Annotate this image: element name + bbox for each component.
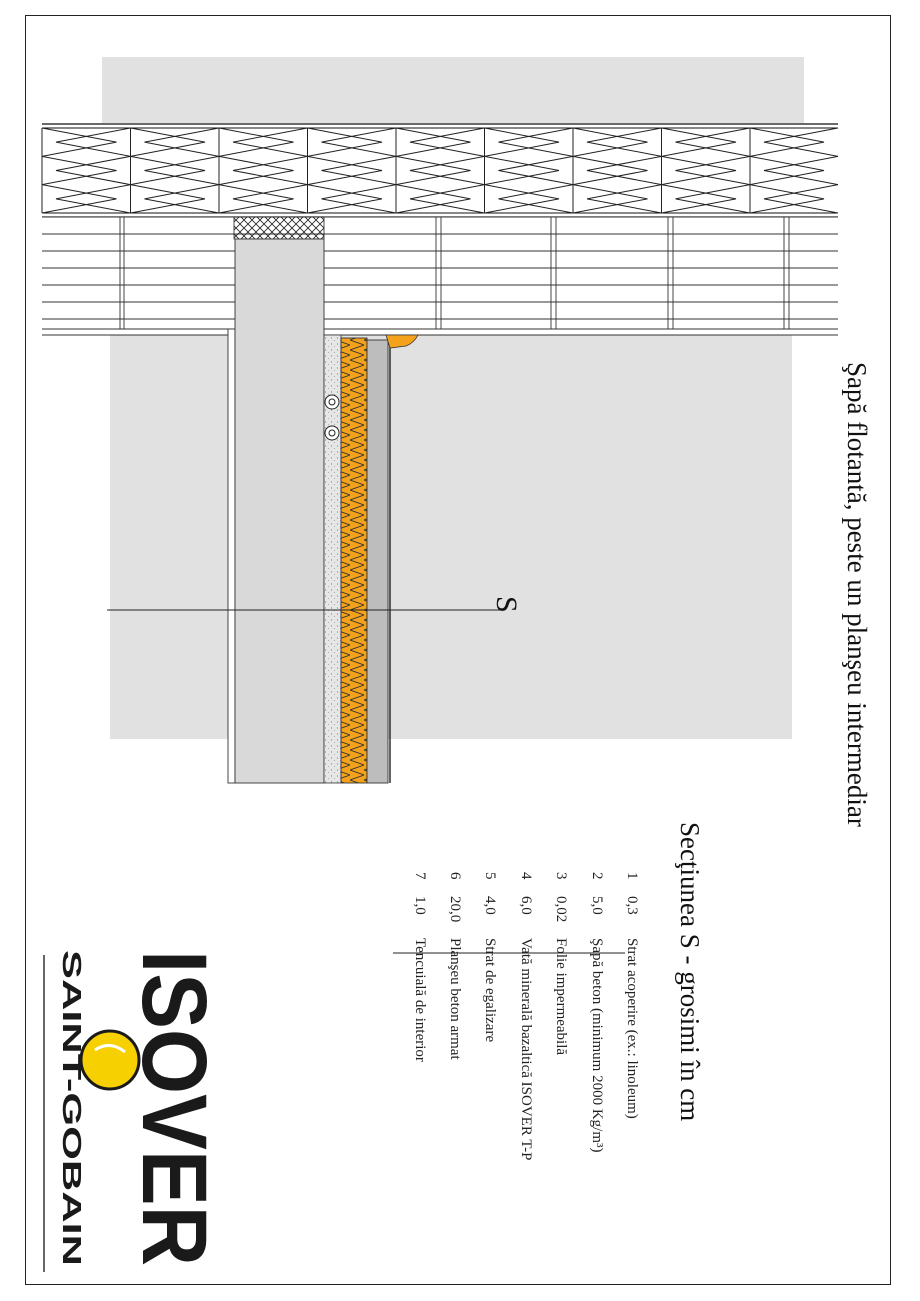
upper-grey-zone: [102, 57, 804, 123]
concrete-slab: [235, 239, 324, 783]
legend-description: Folie impermeabilă: [553, 938, 569, 1056]
legend-row: [517, 872, 534, 1160]
legend-description: Strat acoperire (ex.: linoleum): [624, 938, 640, 1119]
legend-description: Tencuială de interior: [412, 938, 428, 1062]
legend-row: [588, 872, 605, 1152]
legend-num: 2: [589, 872, 605, 880]
lower-grey-zone: [110, 335, 792, 739]
legend-row: [446, 872, 463, 1060]
legend-thickness: 0,3: [624, 896, 640, 915]
logo-brand-text: ISOVER: [123, 950, 225, 1298]
legend-row: [411, 872, 428, 1062]
layered-band: [42, 217, 838, 335]
isover-logo: [26, 933, 225, 1298]
plaster-layer: [228, 329, 235, 783]
legend-description: Planşeu beton armat: [447, 938, 463, 1060]
pipe-circle-2: [325, 426, 339, 440]
legend-row: [481, 872, 498, 1042]
legend-thickness: 0,02: [553, 896, 569, 923]
legend-num: 4: [518, 872, 534, 880]
legend-title: Secţiunea S - grosimi în cm: [675, 822, 705, 1122]
legend-thickness: 6,0: [518, 896, 534, 915]
legend-row: [552, 872, 569, 1055]
legend-thickness: 20,0: [447, 896, 463, 923]
legend-description: Şapă beton (minimum 2000 Kg/m³): [589, 938, 605, 1153]
pipe-circle-1: [325, 395, 339, 409]
legend-description: Vată minerală bazaltică ISOVER T-P: [518, 938, 534, 1161]
crosshatch-joint: [234, 217, 324, 239]
legend-num: 7: [412, 872, 428, 880]
drawing-title: Şapă flotantă, peste un planşeu intermediar: [842, 362, 872, 827]
screed-layer: [367, 340, 388, 783]
legend-thickness: 1,0: [412, 896, 428, 915]
legend-num: 3: [553, 872, 569, 880]
logo-company-text: SAINT-GOBAIN: [57, 950, 87, 1140]
logo-sun-icon: [81, 1031, 139, 1089]
section-marker: S: [490, 596, 523, 613]
legend-description: Strat de egalizare: [482, 938, 498, 1043]
legend-num: 5: [482, 872, 498, 880]
legend-row: [623, 872, 640, 1119]
legend-num: 1: [624, 872, 640, 880]
legend-num: 6: [447, 872, 463, 880]
legend-thickness: 4,0: [482, 896, 498, 915]
roof-insulation-band: [42, 124, 838, 217]
legend-thickness: 5,0: [589, 896, 605, 915]
mineral-wool-layer: [341, 338, 367, 783]
